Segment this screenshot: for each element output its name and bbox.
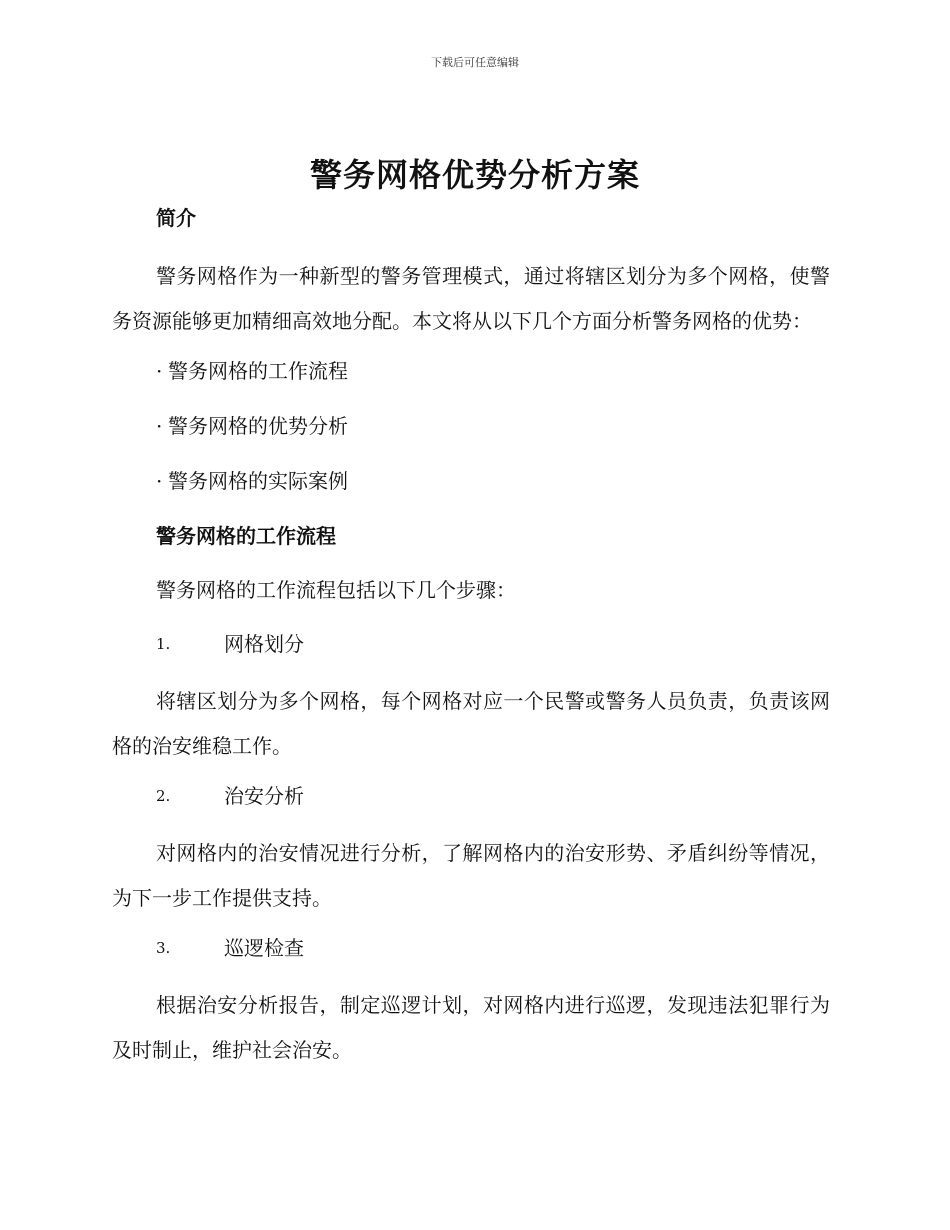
- workflow-intro-paragraph: 警务网格的工作流程包括以下几个步骤：: [156, 578, 516, 602]
- list-item: [112, 408, 830, 444]
- step-label: 网格划分: [224, 632, 304, 656]
- section-heading-intro: 简介: [156, 206, 196, 230]
- step-label: 巡逻检查: [224, 936, 304, 960]
- step-item: [112, 778, 830, 814]
- bullet-marker: ·: [156, 359, 163, 383]
- step-number: 3.: [156, 939, 171, 957]
- step-description: 对网格内的治安情况进行分析，了解网格内的治安形势、矛盾纠纷等情况，为下一步工作提供支持。: [112, 841, 830, 910]
- bullet-marker: ·: [156, 414, 163, 438]
- step-number: 1.: [156, 635, 171, 653]
- list-item-text: 警务网格的工作流程: [168, 359, 348, 383]
- intro-paragraph: 警务网格作为一种新型的警务管理模式，通过将辖区划分为多个网格，使警务资源能够更加精细高效地分配。本文将从以下几个方面分析警务网格的优势：: [112, 264, 830, 333]
- document-body: [112, 200, 830, 1082]
- step-number: 2.: [156, 787, 171, 805]
- bullet-marker: ·: [156, 469, 163, 493]
- step-label: 治安分析: [224, 784, 304, 808]
- page-header-note: 下载后可任意编辑: [431, 56, 519, 69]
- list-item: [112, 353, 830, 389]
- step-description: 根据治安分析报告，制定巡逻计划，对网格内进行巡逻，发现违法犯罪行为及时制止，维护社会治安。: [112, 993, 830, 1062]
- list-item-text: 警务网格的实际案例: [168, 469, 348, 493]
- step-item: [112, 930, 830, 966]
- step-item: [112, 626, 830, 662]
- step-description: 将辖区划分为多个网格，每个网格对应一个民警或警务人员负责，负责该网格的治安维稳工作。: [112, 689, 830, 758]
- list-item-text: 警务网格的优势分析: [168, 414, 348, 438]
- document-title: 警务网格优势分析方案: [309, 156, 640, 194]
- list-item: [112, 463, 830, 499]
- section-heading-workflow: 警务网格的工作流程: [156, 524, 336, 548]
